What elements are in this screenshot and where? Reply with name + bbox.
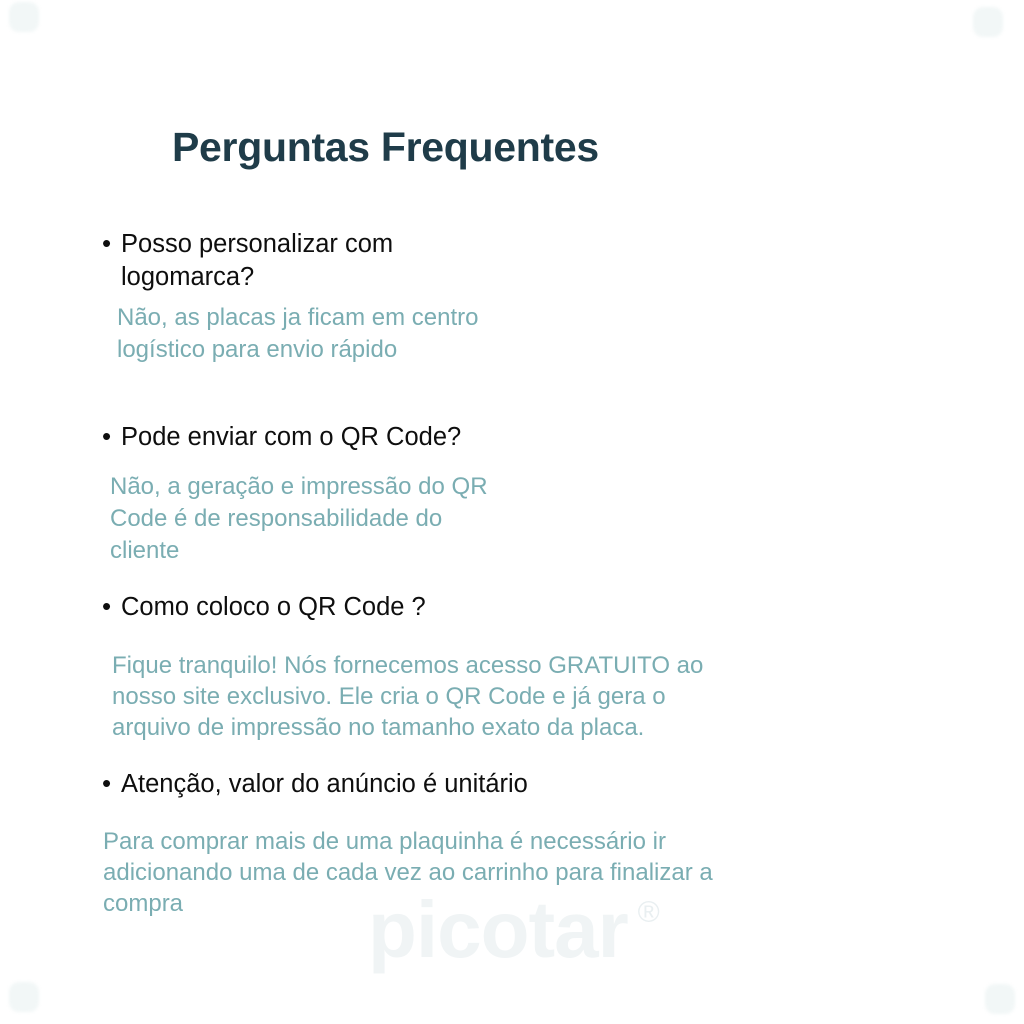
question-text-line: Pode enviar com o QR Code? [121,423,462,451]
corner-decoration-bottom-left [9,982,39,1012]
registered-trademark-icon: ® [637,896,660,929]
bullet-icon: • [102,591,112,621]
answer-text-line: Para comprar mais de uma plaquinha é necessário ir [103,828,666,855]
corner-decoration-top-right [973,7,1003,37]
faq-answer-2 [110,471,488,567]
faq-question-3 [102,591,426,624]
answer-text-line: Fique tranquilo! Nós fornecemos acesso GRATUITO ao [112,652,704,679]
bullet-icon: • [102,228,112,258]
faq-answer-3 [112,650,703,743]
answer-text-line: compra [103,890,184,917]
question-text-line: Posso personalizar com [121,230,394,258]
answer-text-line: nosso site exclusivo. Ele cria o QR Code e já gera o [112,683,666,710]
faq-question-1 [102,228,394,294]
question-text-line: logomarca? [121,263,255,291]
answer-text-line: arquivo de impressão no tamanho exato da placa. [112,714,645,741]
answer-text-line: Não, as placas ja ficam em centro [117,304,479,331]
answer-text-line: Code é de responsabilidade do [110,505,443,532]
bullet-icon: • [102,768,112,798]
brand-watermark [368,885,660,974]
corner-decoration-bottom-right [985,984,1015,1014]
answer-text-line: cliente [110,537,180,564]
page-title: Perguntas Frequentes [172,124,599,170]
brand-logo-text: picotar [368,885,628,974]
corner-decoration-top-left [9,2,39,32]
bullet-icon: • [102,421,112,451]
answer-text-line: adicionando uma de cada vez ao carrinho para finalizar a [103,859,713,886]
faq-answer-1 [117,302,479,366]
question-text-line: Como coloco o QR Code ? [121,593,426,621]
faq-question-2 [102,421,462,454]
answer-text-line: Não, a geração e impressão do QR [110,473,488,500]
question-text-line: Atenção, valor do anúncio é unitário [121,770,528,798]
faq-question-4 [102,768,528,801]
answer-text-line: logístico para envio rápido [117,336,398,363]
